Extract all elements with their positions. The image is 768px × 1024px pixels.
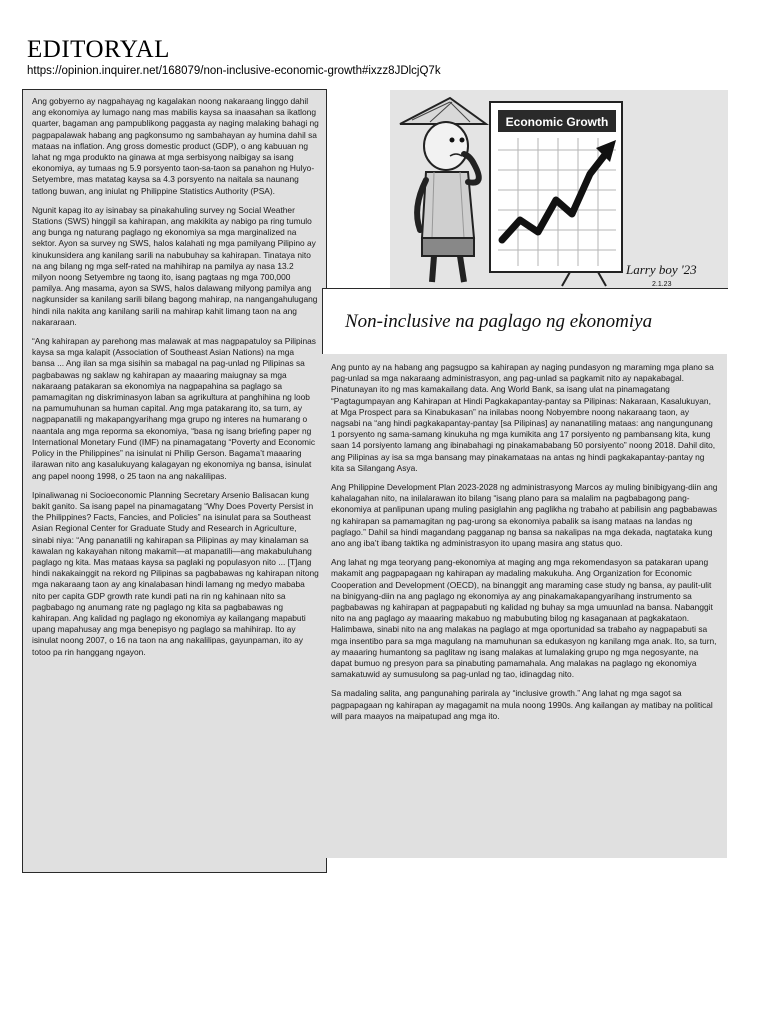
article-paragraph: Ang punto ay na habang ang pagsugpo sa kahirapan ay naging pundasyon ng maraming mga plano sa pag-unlad sa mga nakaraang administrasyon, ang pag-unlad sa pagkamit nito ay napakabagal. Pinatunayan ito ng mas kamakailang data. Ang World Bank, sa isang ulat na pinamagatang “Pagtagumpayan ang Kahirapan at Hindi Pagkakapantay-pantay sa Pilipinas: Nakaraan, Kasalukuyan, at Mga Prospect para sa Kinabukasan” na inilabas noong Nobyembre noong nakaraang taon, ay nagsabi na “ang hindi pagkakapantay-pantay [sa Pilipinas] ay nananatiling mataas: ang nangungunang 1 porsyento ng sama-samang kinukuha ng mga kumikita ang 17 porsiyento ng pambansang kita, kung saan 14 porsiyento lamang ang ibinabahagi ng pinakamababang 50 porsiyento” noong 2018. Dahil dito, ang Pilipinas ay isa sa mga bansang may pinakamataas na antas ng hindi pagkakapantay-pantay ng kita sa Silangang Asya.: [331, 362, 716, 473]
source-url[interactable]: https://opinion.inquirer.net/168079/non-inclusive-economic-growth#ixzz8JDlcjQ7k: [27, 65, 441, 77]
masthead: EDITORYAL: [27, 36, 170, 63]
article-paragraph: Ngunit kapag ito ay isinabay sa pinakahuling survey ng Social Weather Stations (SWS) hinggil sa kahirapan, ang makikita ay nabigo pa ring tumulo ang bunga ng naturang paglago ng ekonomiya sa mga marginalized na sektor. Ayon sa survey ng SWS, halos kalahati ng mga pamilyang Pilipino ay kinukunsidera ang kanilang sarili na nabubuhay sa kahirapan. Tinataya nito na ang bilang ng mga self-rated na mahihirap na pamilya ay nasa 13.2 milyon noong Setyembre ng taong ito, isang pagtaas ng mga 700,000 pamilya. Ang masama, ayon sa SWS, halos dalawang milyong pamilya ang nagkunsider sa kanilang sarili bilang bagong mahirap, na nangangahulugang hindi nila nakita ang kanilang sarili na mahirap kahit limang taon na ang nakararaan.: [32, 204, 318, 327]
cartoon-date: 2.1.23: [652, 281, 672, 288]
headline-box: [322, 288, 728, 355]
article-paragraph: Ipinaliwanag ni Socioeconomic Planning Secretary Arsenio Balisacan kung bakit ganito. Sa isang papel na pinamagatang “Why Does Poverty Persist in the Philippines? Facts, Fancies, and Policies” na isinulat para sa Southeast Asian Regional Center for Graduate Study and Research in Agriculture, sinabi niya: “Ang pananatili ng kahirapan sa Pilipinas ay may kinalaman sa kawalan ng kakayahan nitong makamit—at mapanatili—ang makabuluhang paglago ng kita. Mas mataas kaysa sa paglaki ng populasyon nito ... [T]ang hindi nakakainggit na rekord ng Pilipinas sa pagbabawas ng kahirapan nitong mga nakaraang taon ay ang kinalabasan hindi lamang ng medyo mababa nito per capita GDP growth rate kundi pati na rin ng kahinaan nito sa pagbabago ng anumang rate ng paglago ng kita sa pagbabawas ng kahirapan. Ang kalidad ng paglago ng ekonomiya ay kailangang mapabuti upang mapahusay ang mga benepisyo ng paglago sa mahihirap. Ito ay isinulat noong 2007, o 16 na taon na ang nakalilipas, gayunpaman, ito ay totoo pa rin hanggang ngayon.: [32, 489, 319, 657]
chart-board: [490, 102, 622, 286]
article-paragraph: Ang lahat ng mga teoryang pang-ekonomiya at maging ang mga rekomendasyon sa patakaran upang makamit ang pagpapagaan ng kahirapan ay madaling makukuha. Ang Organization for Economic Cooperation and Development (OECD), na binanggit ang maraming case study ng bansa, ay paulit-ulit na binigyang-diin na ang paglago ng ekonomiya ay ang pinakamakapangyarihang instrumento sa pagbabawas ng kahirapan at pagpapabuti ng kalidad ng buhay sa mga umuunlad na bansa. Nabanggit nito na ang paglago ay maaaring makabuo ng mabubuting bilog ng kasaganaan at pagkakataon. Halimbawa, sinabi nito na ang malakas na paglago at mga oportunidad sa trabaho ay nagpapabuti sa mga insentibo para sa mga magulang na mamuhunan sa edukasyon ng kanilang mga anak. Ito, sa turn, ay maaaring humantong sa paglitaw ng isang malakas at lumalaking grupo ng mga negosyante, na dapat bumuo ng presyon para sa pinabuting pamamahala. Ang malakas na paglago ng ekonomiya samakatuwid ay sumusulong sa pag-unlad ng tao, idinagdag nito.: [331, 557, 717, 680]
cartoonist-signature: Larry boy '23: [626, 262, 697, 277]
article-paragraph: “Ang kahirapan ay parehong mas malawak at mas nagpapatuloy sa Pilipinas kaysa sa mga kalapit (Association of Southeast Asian Nations) na mga bansa ... Ang ilan sa mga sisihin sa mabagal na pag-unlad ng Pilipinas sa pagbabawas ng saklaw ng kahirapan ay maaaring maiugnay sa mga nakaraang patakaran sa ekonomiya na nagpapahina sa paglago sa pamamagitan ng diskriminasyon laban sa agrikultura at panghihina ng loob na pamumuhunan sa human capital. Ang mga patakarang ito, sa turn, ay nagpapanatili ng makapangyarihang mga grupo ng interes na humarang o naantala ang mga reporma sa ekonomiya, “basa ng isang briefing paper ng International Monetary Fund (IMF) na pinamagatang “Poverty and Economic Policy in the Philippines” na isinulat ni Philip Gerson. Bagama’t maaaring ilarawan nito ang kasalukuyang kalagayan ng ekonomiya ng bansa, isinulat ang papel noong 1998, o 25 taon na ang nakalilipas.: [32, 336, 316, 481]
article-headline: Non-inclusive na paglago ng ekonomiya: [345, 311, 653, 332]
cartoon-sign-text: Economic Growth: [505, 115, 609, 129]
article-paragraph: Sa madaling salita, ang pangunahing parirala ay “inclusive growth.” Ang lahat ng mga sagot sa pagpapagaan ng kahirapan ay magagamit na mula noong 1990s. Ang kailangan ay matibay na political will para maayos na maipatupad ang mga ito.: [331, 688, 713, 721]
editorial-cartoon: [390, 90, 728, 288]
article-paragraph: Ang gobyerno ay nagpahayag ng kagalakan noong nakaraang linggo dahil ang ekonomiya ay lumago nang mas mabilis kaysa sa inaasahan sa ikatlong quarter, bagaman ang pampublikong paggasta ay naging malaking bahagi ng pagpapalawak habang ang pagkonsumo ng sambahayan ay humina dahil sa mataas na inflation. Ang gross domestic product (GDP), o ang kabuuan ng lahat ng mga produkto na ginawa at mga serbisyong naibigay sa isang ekonomiya, ay tumaas ng 5.9 porsyento taon-sa-taon sa panahon ng Hulyo-Setyembre, mas matatag kaysa sa 4.3 porsyento na naitala sa naunang tatlong buwan, ang iniulat ng Philippine Statistics Authority (PSA).: [32, 96, 319, 196]
article-paragraph: Ang Philippine Development Plan 2023-2028 ng administrasyong Marcos ay muling binibigyang-diin ang kahalagahan nito, na inilalarawan ito bilang “isang plano para sa malalim na pagbabagong pang-ekonomiya at panlipunan upang muling pasiglahin ang paglikha ng trabaho at pabilisin ang pagbabawas ng kahirapan sa pamamagitan ng pag-urong sa ekonomiya pabalik sa isang mataas na landas ng paglago.” Dahil sa hindi magandang pagganap ng bansa sa nakalipas na mga dekada, nagtataka kung ano ang iba’t ibang taktika ng administrasyon ito upang masira ang status quo.: [331, 482, 718, 549]
left-article-column: [22, 89, 327, 873]
right-article-column: [322, 354, 727, 858]
